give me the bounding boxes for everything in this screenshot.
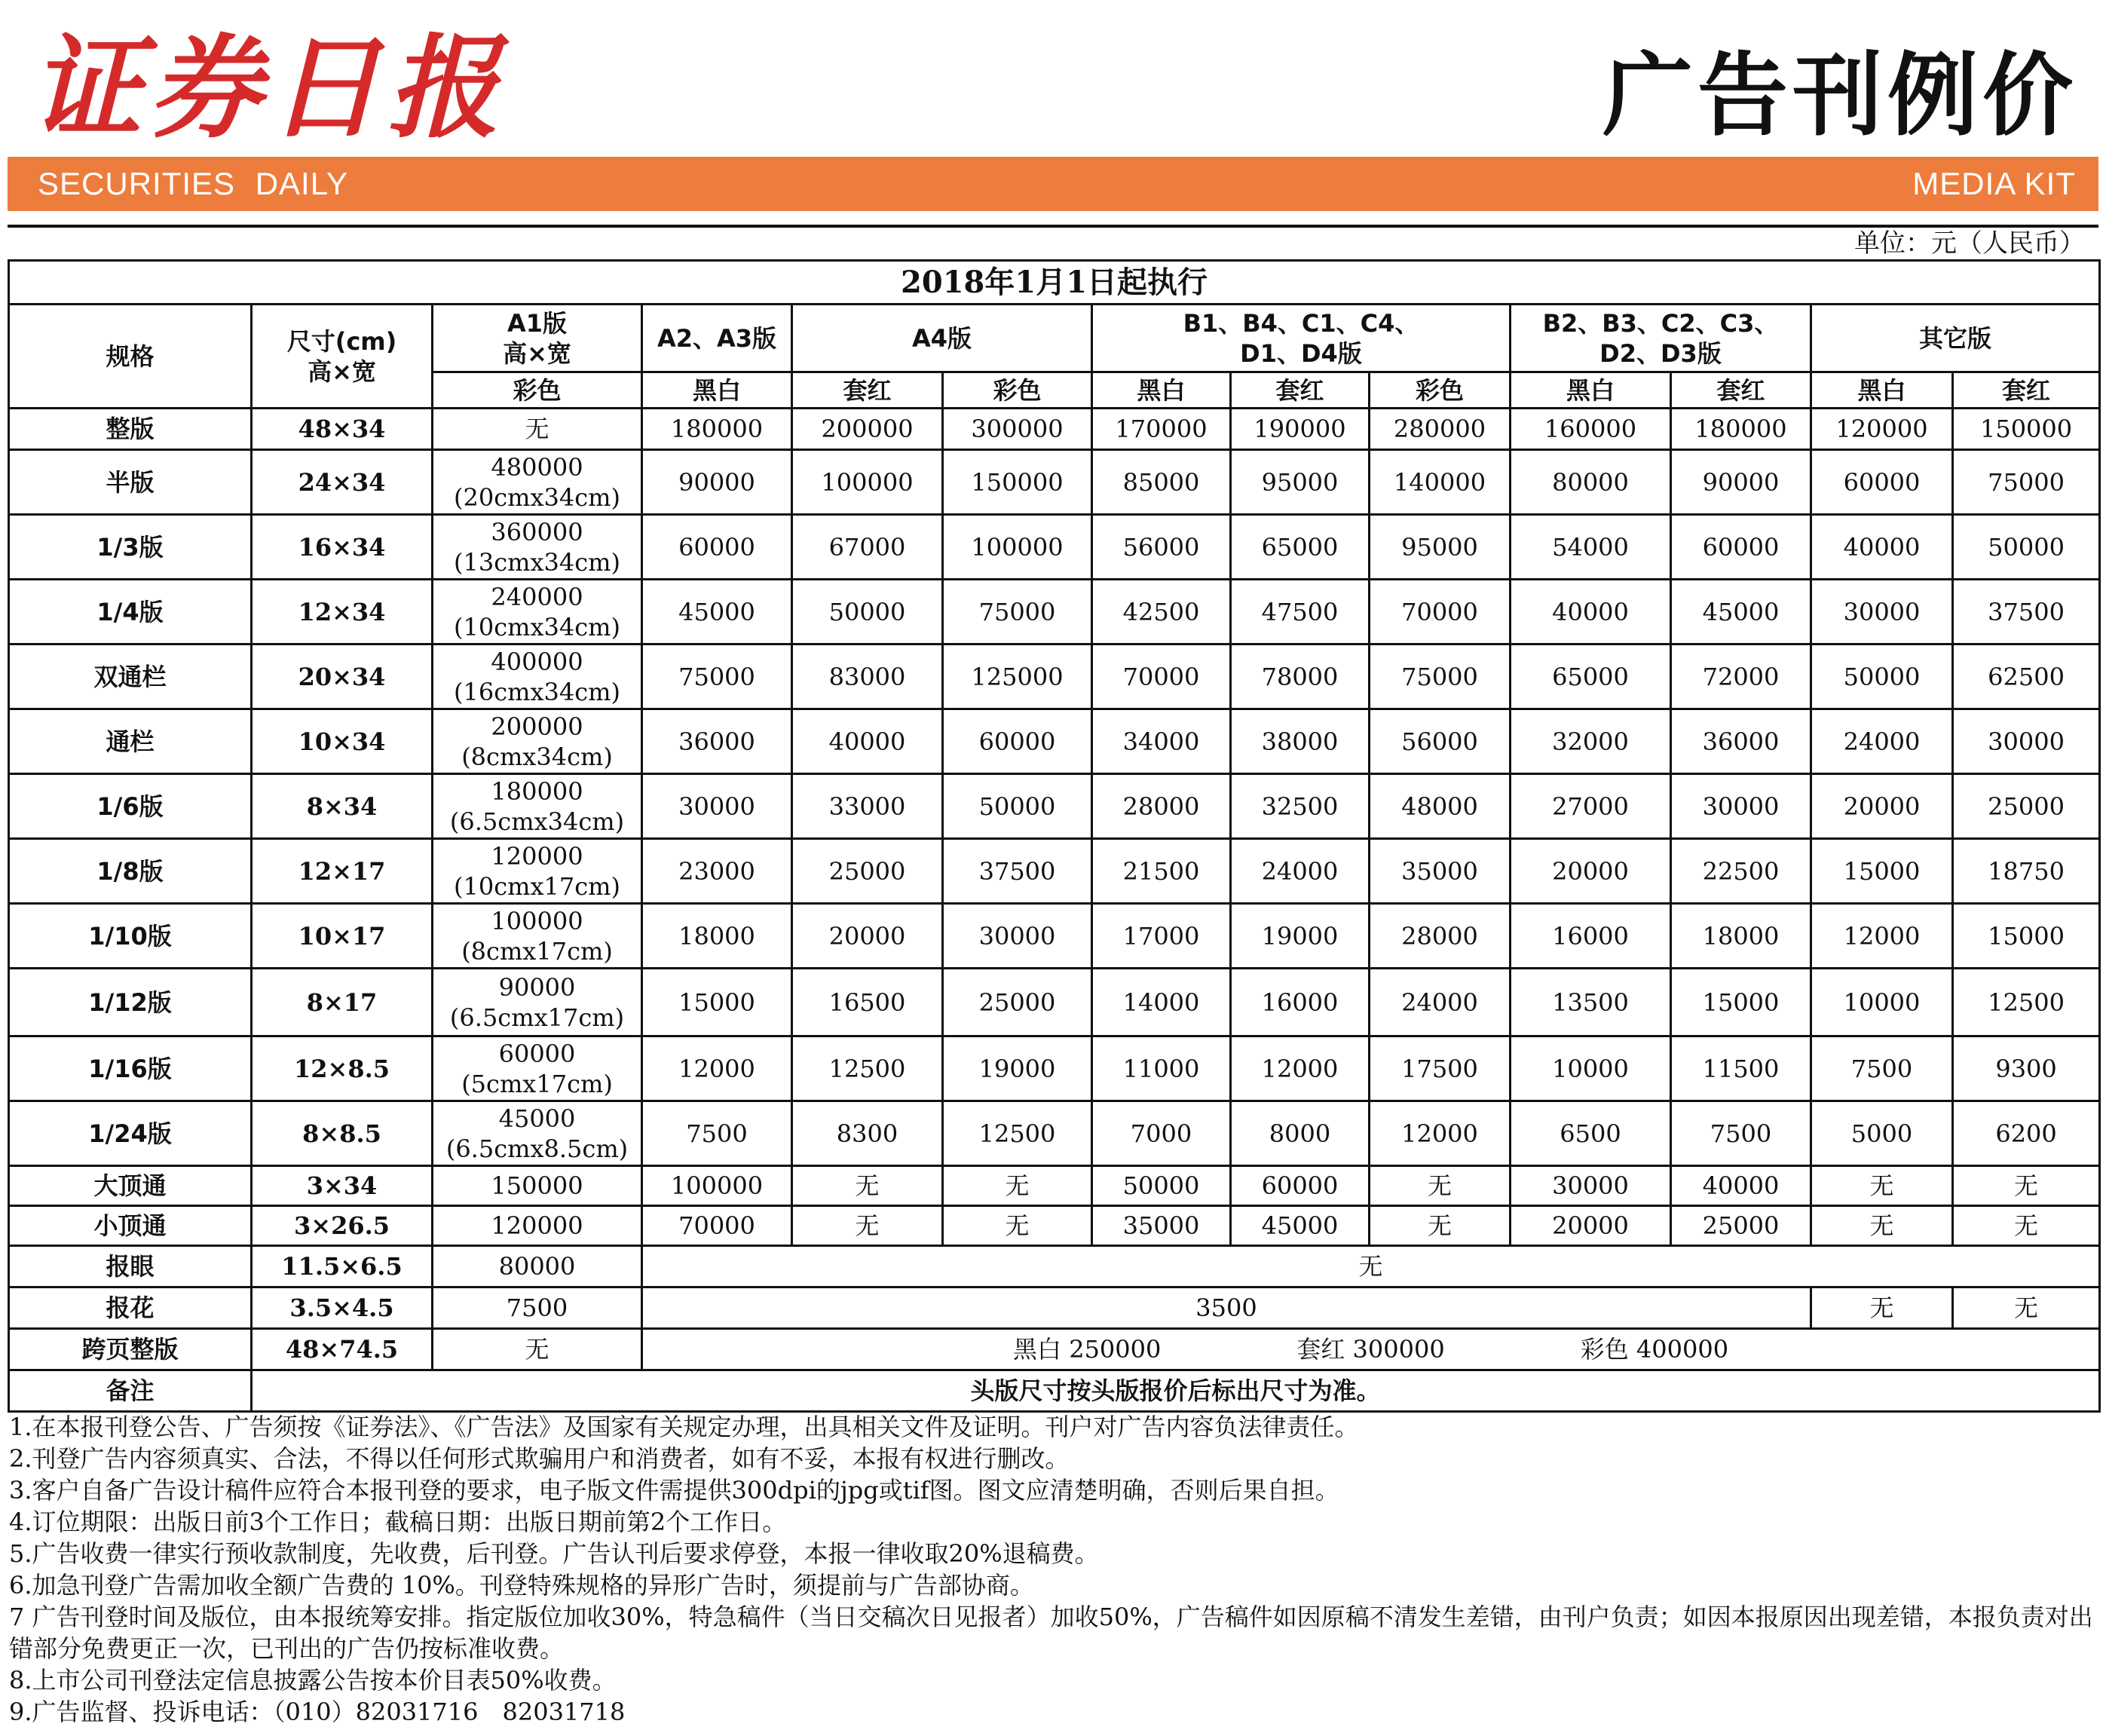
note-item: 3.客户自备广告设计稿件应符合本报刊登的要求，电子版文件需提供300dpi的jpg或tif图。图文应清楚明确，否则后果自担。 xyxy=(9,1476,1339,1505)
subheader-cell: 彩色 xyxy=(1370,372,1511,409)
price-cell: 37500 xyxy=(943,839,1092,904)
price-cell: 36000 xyxy=(1671,709,1811,774)
spec-cell: 1/24版 xyxy=(9,1101,252,1166)
spec-cell: 双通栏 xyxy=(9,644,252,709)
price-cell: 54000 xyxy=(1511,515,1671,580)
price-cell: 14000 xyxy=(1092,969,1231,1036)
price-cell: 40000 xyxy=(1511,580,1671,644)
subheader-cell: 套红 xyxy=(1231,372,1370,409)
price-cell: 18000 xyxy=(1671,904,1811,969)
merged-price-cell: 3500 xyxy=(642,1287,1811,1329)
size-cell: 20×34 xyxy=(252,644,433,709)
table-row xyxy=(9,1101,2100,1166)
note-item: 4.订位期限：出版日前3个工作日；截稿日期：出版日期前第2个工作日。 xyxy=(9,1508,787,1536)
price-cell: 140000 xyxy=(1370,450,1511,515)
price-cell: 17500 xyxy=(1370,1036,1511,1101)
price-cell: 47500 xyxy=(1231,580,1370,644)
price-cell: 75000 xyxy=(1953,450,2100,515)
price-cell: 16500 xyxy=(792,969,943,1036)
price-cell: 11000 xyxy=(1092,1036,1231,1101)
table-row xyxy=(9,839,2100,904)
table-row xyxy=(9,1036,2100,1101)
table-row xyxy=(9,450,2100,515)
price-cell: 11500 xyxy=(1671,1036,1811,1101)
size-cell: 8×8.5 xyxy=(252,1101,433,1166)
size-cell: 16×34 xyxy=(252,515,433,580)
a1-price-cell: 180000 (6.5cmx34cm) xyxy=(433,774,642,839)
size-cell: 48×34 xyxy=(252,409,433,450)
price-cell: 80000 xyxy=(1511,450,1671,515)
price-cell: 60000 xyxy=(1671,515,1811,580)
header-b1-group: B1、B4、C1、C4、 D1、D4版 xyxy=(1092,305,1511,372)
price-cell: 75000 xyxy=(1370,644,1511,709)
price-cell: 83000 xyxy=(792,644,943,709)
price-cell: 67000 xyxy=(792,515,943,580)
price-cell: 24000 xyxy=(1231,839,1370,904)
price-cell: 无 xyxy=(1811,1287,1953,1329)
price-cell: 12000 xyxy=(1231,1036,1370,1101)
price-cell: 无 xyxy=(792,1206,943,1246)
size-cell: 24×34 xyxy=(252,450,433,515)
price-cell: 50000 xyxy=(943,774,1092,839)
price-cell: 无 xyxy=(943,1166,1092,1206)
price-cell: 38000 xyxy=(1231,709,1370,774)
price-cell: 95000 xyxy=(1370,515,1511,580)
size-cell: 10×34 xyxy=(252,709,433,774)
price-cell: 70000 xyxy=(1092,644,1231,709)
divider xyxy=(8,225,2098,228)
price-cell: 42500 xyxy=(1092,580,1231,644)
price-cell: 27000 xyxy=(1511,774,1671,839)
price-cell: 无 xyxy=(943,1206,1092,1246)
price-cell: 无 xyxy=(1370,1166,1511,1206)
price-cell: 23000 xyxy=(642,839,792,904)
price-cell: 50000 xyxy=(792,580,943,644)
size-cell: 48×74.5 xyxy=(252,1329,433,1370)
a1-price-cell: 60000 (5cmx17cm) xyxy=(433,1036,642,1101)
spec-cell: 报眼 xyxy=(9,1246,252,1287)
price-cell: 75000 xyxy=(943,580,1092,644)
price-cell: 无 xyxy=(1370,1206,1511,1246)
spec-cell: 1/8版 xyxy=(9,839,252,904)
price-cell: 8000 xyxy=(1231,1101,1370,1166)
size-cell: 3×26.5 xyxy=(252,1206,433,1246)
header-b2-group: B2、B3、C2、C3、 D2、D3版 xyxy=(1511,305,1811,372)
size-cell: 10×17 xyxy=(252,904,433,969)
price-cell: 12500 xyxy=(943,1101,1092,1166)
table-row xyxy=(9,1246,2100,1287)
spec-cell: 通栏 xyxy=(9,709,252,774)
a1-price-cell: 200000 (8cmx34cm) xyxy=(433,709,642,774)
banner-brand: SECURITIES DAILY xyxy=(38,166,348,201)
note-item: 6.加急刊登广告需加收全额广告费的 10%。刊登特殊规格的异形广告时，须提前与广告部协商。 xyxy=(9,1571,1034,1600)
price-cell: 180000 xyxy=(642,409,792,450)
subheader-cell: 黑白 xyxy=(1511,372,1671,409)
price-cell: 7000 xyxy=(1092,1101,1231,1166)
note-item: 1.在本报刊登公告、广告须按《证券法》、《广告法》及国家有关规定办理，出具相关文件及证明。刊户对广告内容负法律责任。 xyxy=(9,1413,1359,1441)
table-row xyxy=(9,774,2100,839)
price-cell: 25000 xyxy=(1671,1206,1811,1246)
subheader-cell: 黑白 xyxy=(1811,372,1953,409)
spread-price-bw: 黑白 250000 xyxy=(1013,1335,1162,1364)
merged-price-cell: 无 xyxy=(642,1246,2100,1287)
price-cell: 50000 xyxy=(1953,515,2100,580)
spec-cell: 1/12版 xyxy=(9,969,252,1036)
currency-unit: 单位：元（人民币） xyxy=(1854,228,2085,259)
table-row xyxy=(9,969,2100,1036)
price-cell: 16000 xyxy=(1231,969,1370,1036)
header-size: 尺寸(cm) 高×宽 xyxy=(252,305,433,409)
spec-cell: 整版 xyxy=(9,409,252,450)
price-cell: 62500 xyxy=(1953,644,2100,709)
price-cell: 8300 xyxy=(792,1101,943,1166)
subheader-cell: 套红 xyxy=(1671,372,1811,409)
table-row xyxy=(9,1370,2100,1412)
table-row xyxy=(9,644,2100,709)
price-cell: 60000 xyxy=(943,709,1092,774)
table-title: 2018年1月1日起执行 xyxy=(9,261,2100,305)
price-cell: 36000 xyxy=(642,709,792,774)
price-cell: 48000 xyxy=(1370,774,1511,839)
header-a2a3: A2、A3版 xyxy=(642,305,792,372)
a1-price-cell: 80000 xyxy=(433,1246,642,1287)
price-cell: 19000 xyxy=(943,1036,1092,1101)
remark-cell: 头版尺寸按头版报价后标出尺寸为准。 xyxy=(252,1370,2100,1412)
price-cell: 22500 xyxy=(1671,839,1811,904)
price-cell: 6500 xyxy=(1511,1101,1671,1166)
price-cell: 70000 xyxy=(1370,580,1511,644)
spec-cell: 1/4版 xyxy=(9,580,252,644)
terms-notes xyxy=(9,1411,2097,1728)
a1-price-cell: 480000 (20cmx34cm) xyxy=(433,450,642,515)
size-cell: 12×17 xyxy=(252,839,433,904)
table-row xyxy=(9,580,2100,644)
note-item: 7 广告刊登时间及版位，由本报统筹安排。指定版位加收30%，特急稿件（当日交稿次日见报者）加收50%，广告稿件如因原稿不清发生差错，由刊户负责；如因本报原因出现差错，本报负责对出错部分免费更正一次，已刊出的广告仍按标准收费。 xyxy=(9,1603,2093,1663)
price-cell: 90000 xyxy=(1671,450,1811,515)
price-cell: 无 xyxy=(1953,1206,2100,1246)
price-cell: 150000 xyxy=(943,450,1092,515)
price-cell: 30000 xyxy=(1671,774,1811,839)
spec-cell: 报花 xyxy=(9,1287,252,1329)
price-cell: 30000 xyxy=(1953,709,2100,774)
price-cell: 190000 xyxy=(1231,409,1370,450)
a1-price-cell: 无 xyxy=(433,1329,642,1370)
logo-wordmark: 证券日报 xyxy=(30,22,507,153)
price-cell: 18000 xyxy=(642,904,792,969)
size-cell: 8×17 xyxy=(252,969,433,1036)
table-row xyxy=(9,1287,2100,1329)
a1-price-cell: 240000 (10cmx34cm) xyxy=(433,580,642,644)
price-cell: 无 xyxy=(1811,1166,1953,1206)
price-cell: 40000 xyxy=(792,709,943,774)
price-cell: 37500 xyxy=(1953,580,2100,644)
a1-price-cell: 7500 xyxy=(433,1287,642,1329)
size-cell: 3.5×4.5 xyxy=(252,1287,433,1329)
size-cell: 12×34 xyxy=(252,580,433,644)
note-item: 9.广告监督、投诉电话：（010）82031716 82031718 xyxy=(9,1698,626,1726)
price-cell: 300000 xyxy=(943,409,1092,450)
price-cell: 45000 xyxy=(1231,1206,1370,1246)
subheader-cell: 黑白 xyxy=(642,372,792,409)
price-cell: 32000 xyxy=(1511,709,1671,774)
price-cell: 20000 xyxy=(1511,1206,1671,1246)
table-row xyxy=(9,515,2100,580)
price-cell: 25000 xyxy=(943,969,1092,1036)
price-cell: 32500 xyxy=(1231,774,1370,839)
price-cell: 28000 xyxy=(1370,904,1511,969)
price-cell: 35000 xyxy=(1370,839,1511,904)
price-cell: 9300 xyxy=(1953,1036,2100,1101)
price-cell: 21500 xyxy=(1092,839,1231,904)
price-cell: 45000 xyxy=(642,580,792,644)
price-cell: 125000 xyxy=(943,644,1092,709)
subheader-cell: 套红 xyxy=(792,372,943,409)
price-cell: 65000 xyxy=(1511,644,1671,709)
subheader-cell: 黑白 xyxy=(1092,372,1231,409)
a1-price-cell: 150000 xyxy=(433,1166,642,1206)
spec-cell: 1/16版 xyxy=(9,1036,252,1101)
price-cell: 25000 xyxy=(1953,774,2100,839)
price-cell: 120000 xyxy=(1811,409,1953,450)
price-cell: 30000 xyxy=(1811,580,1953,644)
spec-cell: 半版 xyxy=(9,450,252,515)
price-cell: 40000 xyxy=(1671,1166,1811,1206)
a1-price-cell: 45000 (6.5cmx8.5cm) xyxy=(433,1101,642,1166)
price-cell: 95000 xyxy=(1231,450,1370,515)
price-cell: 100000 xyxy=(792,450,943,515)
price-cell: 15000 xyxy=(1671,969,1811,1036)
price-cell: 28000 xyxy=(1092,774,1231,839)
price-cell: 20000 xyxy=(1811,774,1953,839)
price-cell: 无 xyxy=(1953,1166,2100,1206)
price-cell: 15000 xyxy=(642,969,792,1036)
price-cell: 7500 xyxy=(642,1101,792,1166)
price-cell: 5000 xyxy=(1811,1101,1953,1166)
table-row xyxy=(9,1329,2100,1370)
table-row xyxy=(9,409,2100,450)
price-cell: 50000 xyxy=(1092,1166,1231,1206)
price-cell: 无 xyxy=(1953,1287,2100,1329)
price-cell: 150000 xyxy=(1953,409,2100,450)
spec-cell: 1/10版 xyxy=(9,904,252,969)
price-cell: 18750 xyxy=(1953,839,2100,904)
price-cell: 30000 xyxy=(1511,1166,1671,1206)
subheader-cell: 彩色 xyxy=(433,372,642,409)
a1-price-cell: 120000 (10cmx17cm) xyxy=(433,839,642,904)
table-row xyxy=(9,709,2100,774)
price-cell: 100000 xyxy=(943,515,1092,580)
price-cell: 100000 xyxy=(642,1166,792,1206)
a1-price-cell: 90000 (6.5cmx17cm) xyxy=(433,969,642,1036)
price-cell: 无 xyxy=(792,1166,943,1206)
price-cell: 50000 xyxy=(1811,644,1953,709)
price-cell: 17000 xyxy=(1092,904,1231,969)
a1-price-cell: 无 xyxy=(433,409,642,450)
price-cell: 45000 xyxy=(1671,580,1811,644)
price-cell: 12000 xyxy=(642,1036,792,1101)
price-cell: 15000 xyxy=(1953,904,2100,969)
note-item: 2.刊登广告内容须真实、合法，不得以任何形式欺骗用户和消费者，如有不妥，本报有权进行删改。 xyxy=(9,1444,1070,1473)
header-other: 其它版 xyxy=(1811,305,2100,372)
price-cell: 75000 xyxy=(642,644,792,709)
price-cell: 24000 xyxy=(1811,709,1953,774)
price-cell: 19000 xyxy=(1231,904,1370,969)
spec-cell: 1/3版 xyxy=(9,515,252,580)
price-cell: 25000 xyxy=(792,839,943,904)
table-row xyxy=(9,904,2100,969)
price-cell: 6200 xyxy=(1953,1101,2100,1166)
price-cell: 13500 xyxy=(1511,969,1671,1036)
price-cell: 12000 xyxy=(1811,904,1953,969)
price-cell: 85000 xyxy=(1092,450,1231,515)
price-cell: 170000 xyxy=(1092,409,1231,450)
price-cell: 无 xyxy=(1811,1206,1953,1246)
price-cell: 160000 xyxy=(1511,409,1671,450)
header-banner xyxy=(8,157,2098,211)
price-cell: 7500 xyxy=(1671,1101,1811,1166)
table-row xyxy=(9,1206,2100,1246)
subheader-cell: 彩色 xyxy=(943,372,1092,409)
price-cell: 34000 xyxy=(1092,709,1231,774)
price-cell: 33000 xyxy=(792,774,943,839)
spread-price-red: 套红 300000 xyxy=(1296,1335,1445,1364)
price-cell: 72000 xyxy=(1671,644,1811,709)
price-cell: 65000 xyxy=(1231,515,1370,580)
a1-price-cell: 360000 (13cmx34cm) xyxy=(433,515,642,580)
price-cell: 280000 xyxy=(1370,409,1511,450)
price-cell: 60000 xyxy=(1231,1166,1370,1206)
merged-price-cell xyxy=(642,1329,2100,1370)
price-cell: 56000 xyxy=(1370,709,1511,774)
size-cell: 12×8.5 xyxy=(252,1036,433,1101)
price-cell: 10000 xyxy=(1511,1036,1671,1101)
price-cell: 60000 xyxy=(642,515,792,580)
size-cell: 3×34 xyxy=(252,1166,433,1206)
price-cell: 70000 xyxy=(642,1206,792,1246)
price-cell: 12500 xyxy=(1953,969,2100,1036)
header-a4: A4版 xyxy=(792,305,1092,372)
header-spec: 规格 xyxy=(9,305,252,409)
price-cell: 30000 xyxy=(642,774,792,839)
price-cell: 30000 xyxy=(943,904,1092,969)
page-title: 广告刊例价 xyxy=(1602,44,2077,148)
price-cell: 180000 xyxy=(1671,409,1811,450)
spec-cell: 小顶通 xyxy=(9,1206,252,1246)
a1-price-cell: 400000 (16cmx34cm) xyxy=(433,644,642,709)
a1-price-cell: 100000 (8cmx17cm) xyxy=(433,904,642,969)
spec-cell: 1/6版 xyxy=(9,774,252,839)
size-cell: 8×34 xyxy=(252,774,433,839)
price-cell: 12000 xyxy=(1370,1101,1511,1166)
price-cell: 20000 xyxy=(1511,839,1671,904)
price-cell: 60000 xyxy=(1811,450,1953,515)
price-cell: 78000 xyxy=(1231,644,1370,709)
spec-cell: 备注 xyxy=(9,1370,252,1412)
size-cell: 11.5×6.5 xyxy=(252,1246,433,1287)
a1-price-cell: 120000 xyxy=(433,1206,642,1246)
note-item: 5.广告收费一律实行预收款制度，先收费，后刊登。广告认刊后要求停登，本报一律收取20%退稿费。 xyxy=(9,1539,1099,1568)
price-cell: 56000 xyxy=(1092,515,1231,580)
table-row xyxy=(9,1166,2100,1206)
banner-label: MEDIA KIT xyxy=(1912,166,2076,201)
spec-cell: 跨页整版 xyxy=(9,1329,252,1370)
price-cell: 35000 xyxy=(1092,1206,1231,1246)
price-cell: 15000 xyxy=(1811,839,1953,904)
price-cell: 200000 xyxy=(792,409,943,450)
note-item: 8.上市公司刊登法定信息披露公告按本价目表50%收费。 xyxy=(9,1666,617,1695)
price-cell: 12500 xyxy=(792,1036,943,1101)
subheader-cell: 套红 xyxy=(1953,372,2100,409)
price-cell: 10000 xyxy=(1811,969,1953,1036)
price-cell: 7500 xyxy=(1811,1036,1953,1101)
header-a1: A1版 高×宽 xyxy=(433,305,642,372)
price-cell: 90000 xyxy=(642,450,792,515)
price-cell: 40000 xyxy=(1811,515,1953,580)
spread-price-color: 彩色 400000 xyxy=(1580,1335,1729,1364)
price-cell: 16000 xyxy=(1511,904,1671,969)
rate-table xyxy=(8,259,2101,1413)
price-cell: 24000 xyxy=(1370,969,1511,1036)
price-cell: 20000 xyxy=(792,904,943,969)
spec-cell: 大顶通 xyxy=(9,1166,252,1206)
